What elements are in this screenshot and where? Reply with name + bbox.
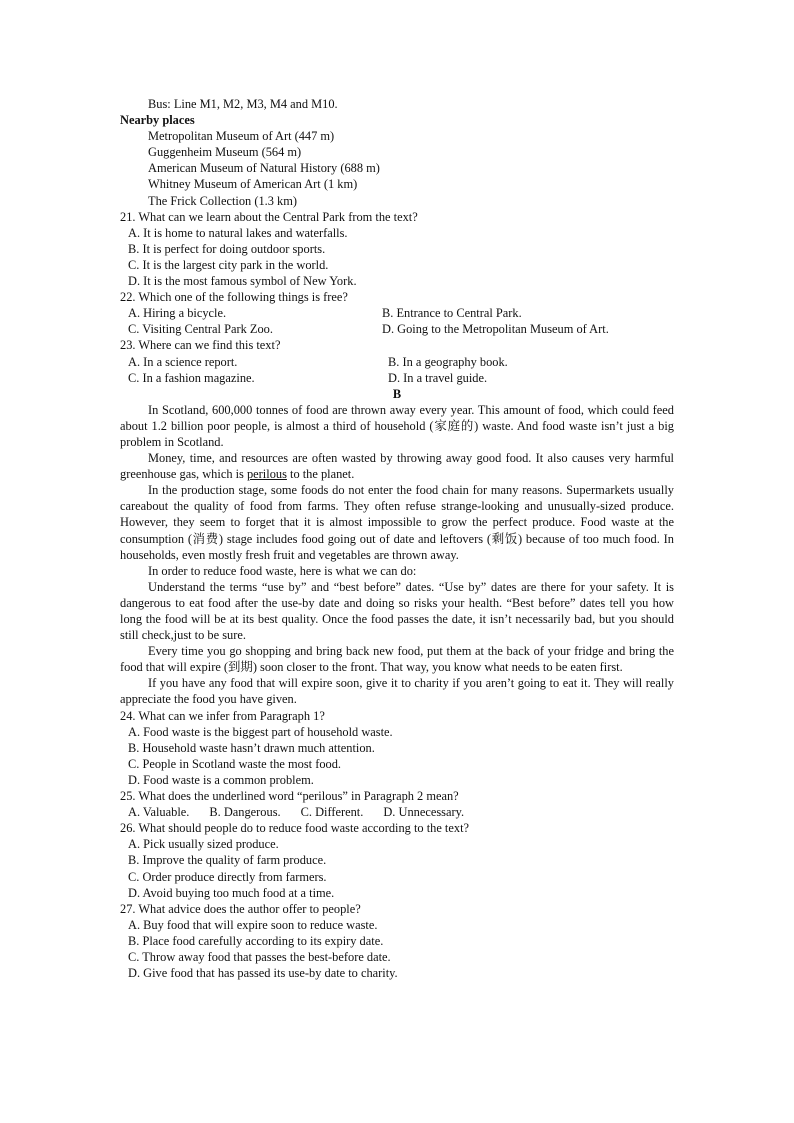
question-22-option-a: A. Hiring a bicycle. (128, 306, 227, 321)
question-25-option-b: B. Dangerous. (209, 805, 281, 820)
question-23-option-c: C. In a fashion magazine. (128, 370, 255, 385)
question-25-stem: 25. What does the underlined word “perilous” in Paragraph 2 mean? (120, 789, 459, 804)
question-22-options-row-2 (120, 321, 674, 337)
question-27-option-b: B. Place food carefully according to its expiry date. (128, 933, 384, 948)
passage-paragraph-2 (120, 450, 674, 482)
question-22-options-row-1 (120, 305, 674, 321)
nearby-item: Metropolitan Museum of Art (447 m) (148, 129, 335, 144)
passage-paragraph-3: In the production stage, some foods do not enter the food chain for many reasons. Supermarkets usually careabout the quality of food from farms. They often refuse strange-looking and unusually-sized produce. However, they seem to forget that it is almost impossible to grow the perfect produce. Food waste at the consumption (消费) stage includes food going out of date and leftovers (剩饭) because of too much food. In households, even mostly fresh fruit and vegetables are thrown away. (120, 483, 674, 562)
question-24-option-c: C. People in Scotland waste the most food. (128, 756, 342, 771)
question-21-option-b: B. It is perfect for doing outdoor sports. (128, 241, 326, 256)
passage-paragraph-4: In order to reduce food waste, here is what we can do: (148, 563, 417, 578)
question-21-option-a: A. It is home to natural lakes and waterfalls. (128, 225, 348, 240)
section-b-label: B (392, 386, 402, 401)
nearby-item: American Museum of Natural History (688 m) (148, 161, 380, 176)
question-26-option-a: A. Pick usually sized produce. (128, 837, 279, 852)
question-26-option-b: B. Improve the quality of farm produce. (128, 853, 327, 868)
question-21-option-d: D. It is the most famous symbol of New York. (128, 274, 357, 289)
question-25-option-d: D. Unnecessary. (383, 805, 465, 820)
question-27-option-a: A. Buy food that will expire soon to reduce waste. (128, 917, 378, 932)
question-25-option-c: C. Different. (300, 805, 364, 820)
question-23-options-row-1 (120, 354, 674, 370)
question-23-option-b: B. In a geography book. (388, 354, 508, 369)
question-26-option-c: C. Order produce directly from farmers. (128, 869, 327, 884)
question-23-option-d: D. In a travel guide. (388, 370, 488, 385)
question-27-option-d: D. Give food that has passed its use-by date to charity. (128, 966, 398, 981)
question-22-option-c: C. Visiting Central Park Zoo. (128, 322, 273, 337)
paragraph-2-text: Money, time, and resources are often wasted by throwing away good food. It also causes very harmful greenhouse gas, which is (120, 451, 674, 482)
passage-paragraph-5: Understand the terms “use by” and “best before” dates. “Use by” dates are there for your safety. It is dangerous to eat food after the use-by date and doing so risks your health. “Best before” dates tell you how long the food will be at its best quality. Once the food passes the date, it isn’t necessarily bad, but you should still check,just to be sure. (120, 579, 674, 643)
question-24-option-a: A. Food waste is the biggest part of household waste. (128, 724, 393, 739)
nearby-item: Whitney Museum of American Art (1 km) (148, 177, 358, 192)
question-24-option-b: B. Household waste hasn’t drawn much attention. (128, 740, 375, 755)
question-22-option-b: B. Entrance to Central Park. (382, 306, 522, 321)
question-23-stem: 23. Where can we find this text? (120, 338, 281, 353)
question-22-stem: 22. Which one of the following things is free? (120, 290, 348, 305)
nearby-item: Guggenheim Museum (564 m) (148, 145, 302, 160)
question-24-stem: 24. What can we infer from Paragraph 1? (120, 708, 325, 723)
nearby-heading: Nearby places (120, 113, 195, 128)
question-21-stem: 21. What can we learn about the Central Park from the text? (120, 209, 418, 224)
question-23-option-a: A. In a science report. (128, 354, 238, 369)
question-25-options (120, 804, 674, 820)
underlined-word-perilous: perilous (246, 467, 287, 482)
exam-page (120, 96, 674, 981)
question-23-options-row-2 (120, 370, 674, 386)
passage-paragraph-1: In Scotland, 600,000 tonnes of food are thrown away every year. This amount of food, which could feed about 1.2 billion poor people, is almost a third of household (家庭的) waste. And food waste isn’t just a big problem in Scotland. (120, 402, 674, 449)
question-21-option-c: C. It is the largest city park in the world. (128, 257, 329, 272)
question-27-stem: 27. What advice does the author offer to people? (120, 901, 361, 916)
nearby-item: The Frick Collection (1.3 km) (148, 193, 298, 208)
paragraph-2-text-end: to the planet. (286, 467, 355, 482)
question-24-option-d: D. Food waste is a common problem. (128, 772, 314, 787)
bus-info: Bus: Line M1, M2, M3, M4 and M10. (148, 97, 338, 111)
question-25-option-a: A. Valuable. (128, 805, 190, 820)
question-26-stem: 26. What should people do to reduce food waste according to the text? (120, 821, 470, 836)
question-27-option-c: C. Throw away food that passes the best-before date. (128, 949, 391, 964)
passage-paragraph-7: If you have any food that will expire soon, give it to charity if you aren’t going to eat it. They will really appreciate the food you have given. (120, 676, 674, 707)
passage-paragraph-6: Every time you go shopping and bring back new food, put them at the back of your fridge and bring the food that will expire (到期) soon closer to the front. That way, you know what needs to be eaten first. (120, 644, 674, 675)
question-26-option-d: D. Avoid buying too much food at a time. (128, 885, 335, 900)
question-22-option-d: D. Going to the Metropolitan Museum of Art. (382, 322, 609, 337)
